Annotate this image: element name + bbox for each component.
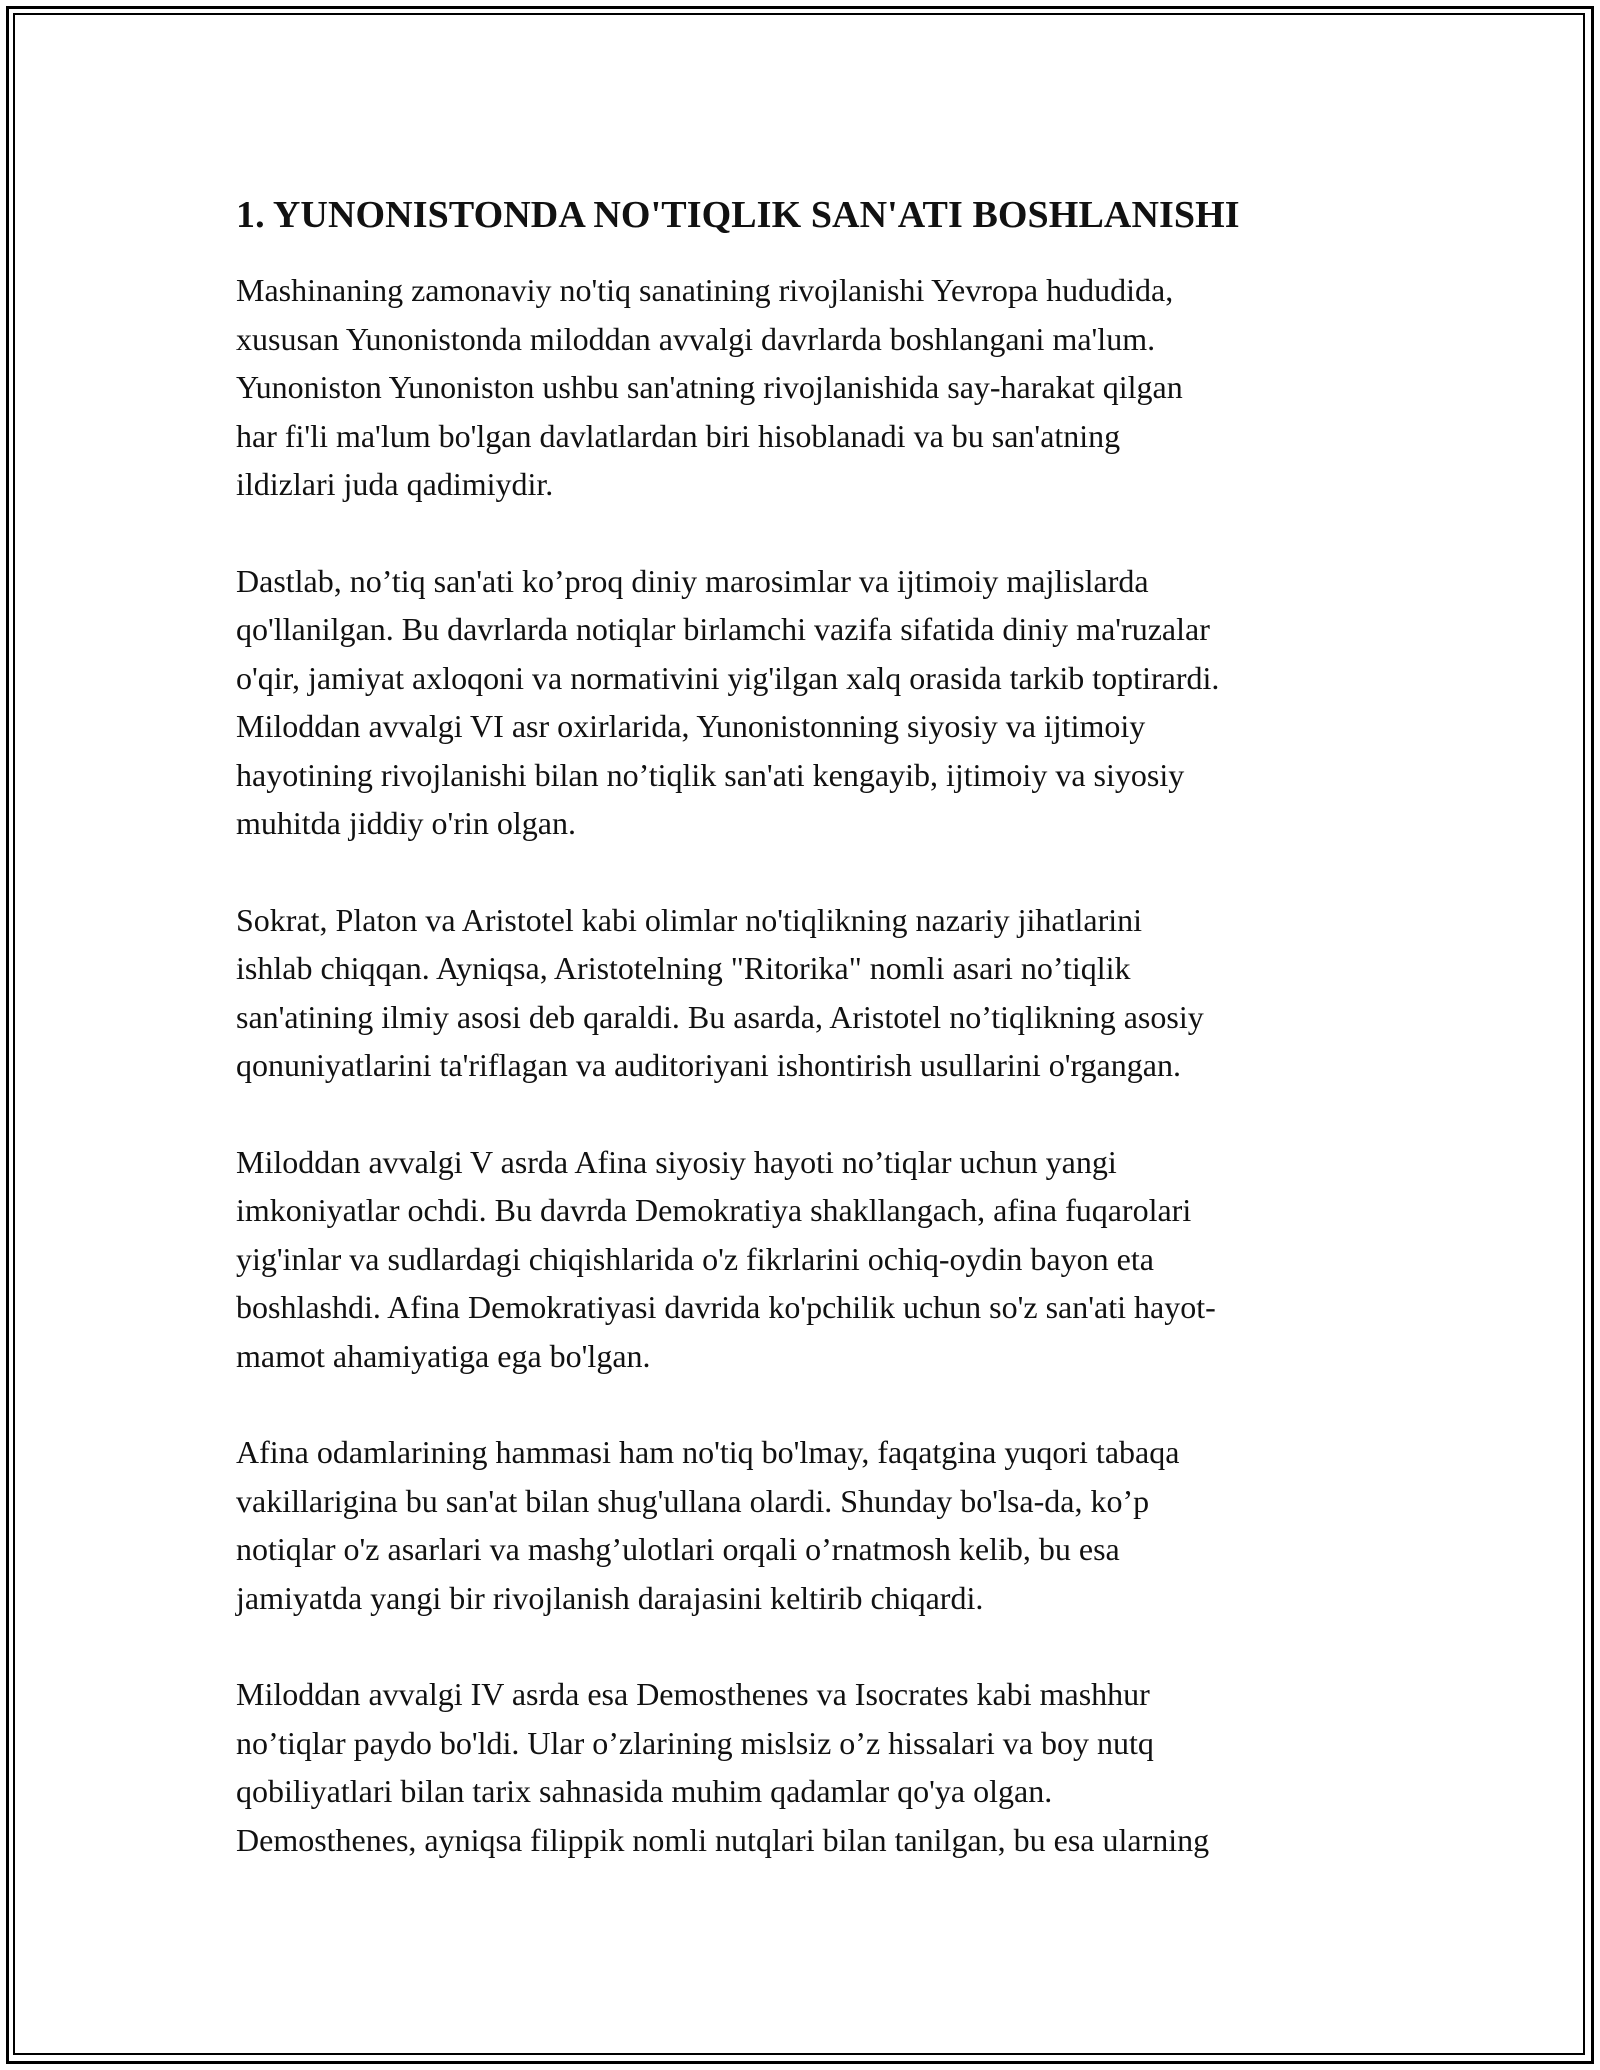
- text-line: muhitda jiddiy o'rin olgan.: [236, 805, 576, 841]
- text-line: Sokrat, Platon va Aristotel kabi olimlar no'tiqlikning nazariy jihatlarini: [236, 901, 1143, 938]
- section-heading: 1. YUNONISTONDA NO'TIQLIK SAN'ATI BOSHLANISHI: [236, 194, 1240, 236]
- text-line: o'qir, jamiyat axloqoni va normativini yig'ilgan xalq orasida tarkib toptirardi.: [236, 659, 1220, 696]
- paragraph-4: [236, 1138, 1366, 1381]
- text-line: Mashinaning zamonaviy no'tiq sanatining rivojlanishi Yevropa hududida,: [236, 272, 1174, 308]
- paragraph-5: [236, 1428, 1366, 1622]
- text-line: Miloddan avvalgi V asrda Afina siyosiy hayoti no’tiqlar uchun yangi: [236, 1143, 1117, 1180]
- text-line: Afina odamlarining hammasi ham no'tiq bo'lmay, faqatgina yuqori tabaqa: [236, 1434, 1180, 1470]
- document-body: [236, 190, 1366, 1912]
- paragraph-6: [236, 1670, 1366, 1864]
- text-line: notiqlar o'z asarlari va mashg’ulotlari orqali o’rnatmosh kelib, bu esa: [236, 1531, 1120, 1567]
- text-line: san'atining ilmiy asosi deb qaraldi. Bu asarda, Aristotel no’tiqlikning asosiy: [236, 998, 1204, 1035]
- text-line: Miloddan avvalgi IV asrda esa Demosthenes va Isocrates kabi mashhur: [236, 1676, 1150, 1712]
- text-line: qobiliyatlari bilan tarix sahnasida muhim qadamlar qo'ya olgan.: [236, 1773, 1053, 1809]
- text-line: Dastlab, no’tiq san'ati ko’proq diniy marosimlar va ijtimoiy majlislarda: [236, 562, 1149, 599]
- text-line: no’tiqlar paydo bo'ldi. Ular o’zlarining mislsiz o’z hissalari va boy nutq: [236, 1724, 1154, 1761]
- paragraph-2: [236, 557, 1366, 848]
- text-line: Miloddan avvalgi VI asr oxirlarida, Yunonistonning siyosiy va ijtimoiy: [236, 708, 1146, 744]
- text-line: qonuniyatlarini ta'riflagan va auditoriyani ishontirish usullarini o'rgangan.: [236, 1047, 1181, 1083]
- paragraph-3: [236, 896, 1366, 1090]
- text-line: Demosthenes, ayniqsa filippik nomli nutqlari bilan tanilgan, bu esa ularning: [236, 1821, 1210, 1858]
- text-line: har fi'li ma'lum bo'lgan davlatlardan biri hisoblanadi va bu san'atning: [236, 417, 1121, 454]
- text-line: yig'inlar va sudlardagi chiqishlarida o'z fikrlarini ochiq-oydin bayon eta: [236, 1240, 1154, 1277]
- paragraph-1: [236, 266, 1366, 509]
- text-line: hayotining rivojlanishi bilan no’tiqlik san'ati kengayib, ijtimoiy va siyosiy: [236, 756, 1185, 793]
- text-line: xususan Yunonistonda miloddan avvalgi davrlarda boshlangani ma'lum.: [236, 320, 1156, 357]
- text-line: ishlab chiqqan. Ayniqsa, Aristotelning "Ritorika" nomli asari no’tiqlik: [236, 950, 1131, 986]
- text-line: jamiyatda yangi bir rivojlanish darajasini keltirib chiqardi.: [236, 1579, 984, 1616]
- text-line: boshlashdi. Afina Demokratiyasi davrida ko'pchilik uchun so'z san'ati hayot-: [236, 1289, 1216, 1325]
- text-line: vakillarigina bu san'at bilan shug'ullana olardi. Shunday bo'lsa-da, ko’p: [236, 1482, 1150, 1519]
- text-line: imkoniyatlar ochdi. Bu davrda Demokratiya shakllangach, afina fuqarolari: [236, 1192, 1192, 1228]
- text-line: mamot ahamiyatiga ega bo'lgan.: [236, 1337, 651, 1374]
- text-line: ildizlari juda qadimiydir.: [236, 466, 554, 502]
- text-line: Yunoniston Yunoniston ushbu san'atning rivojlanishida say-harakat qilgan: [236, 369, 1183, 405]
- text-line: qo'llanilgan. Bu davrlarda notiqlar birlamchi vazifa sifatida diniy ma'ruzalar: [236, 611, 1210, 647]
